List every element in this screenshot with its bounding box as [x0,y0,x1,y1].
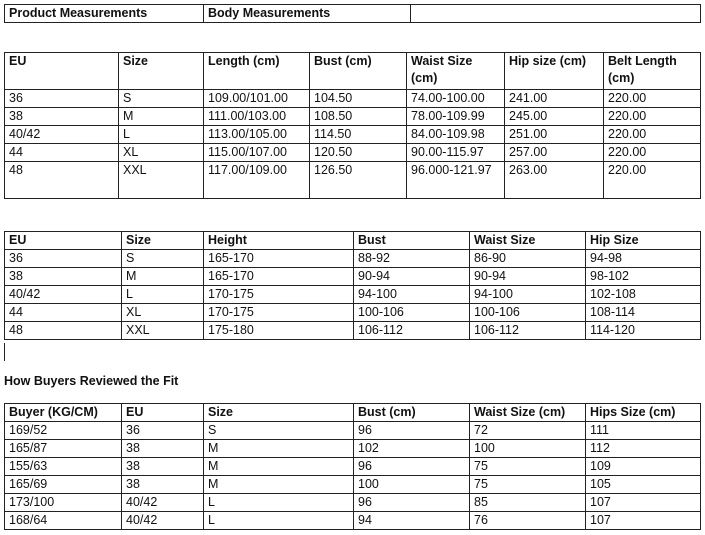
table-cell: 36 [122,422,204,440]
column-header: Size [122,232,204,250]
table-cell: 109 [586,458,701,476]
table-cell: 94 [354,512,470,530]
table-cell: 165/87 [5,440,122,458]
table-cell: M [122,268,204,286]
column-header: Belt Length (cm) [604,53,701,90]
table-cell: S [204,422,354,440]
table-cell: 100-106 [354,304,470,322]
table-row [5,126,701,144]
table-row [5,422,701,440]
table-cell: 245.00 [505,108,604,126]
column-header: Waist Size (cm) [407,53,505,90]
table-cell: 96.000-121.97 [407,162,505,199]
table-cell: 111 [586,422,701,440]
table-cell: 76 [470,512,586,530]
table-cell: 38 [122,458,204,476]
column-header: Waist Size [470,232,586,250]
column-header: Size [119,53,204,90]
table-row [5,250,701,268]
table-cell: 107 [586,494,701,512]
table-cell: 220.00 [604,90,701,108]
table-cell: 38 [5,268,122,286]
table-row [5,494,701,512]
table-cell: 94-100 [470,286,586,304]
column-header: Bust (cm) [310,53,407,90]
table-cell: 98-102 [586,268,701,286]
table-row [5,286,701,304]
table-row [5,304,701,322]
table-cell: M [204,458,354,476]
column-header: Hips Size (cm) [586,404,701,422]
table-cell: L [204,494,354,512]
table-cell: M [204,440,354,458]
table-cell: 94-100 [354,286,470,304]
table-cell: XXL [122,322,204,340]
column-header: Waist Size (cm) [470,404,586,422]
table-cell: 173/100 [5,494,122,512]
table-cell: 165-170 [204,250,354,268]
empty-header-cell [411,5,701,23]
table-cell: 102-108 [586,286,701,304]
table-cell: L [204,512,354,530]
table-cell: 120.50 [310,144,407,162]
table-cell: 94-98 [586,250,701,268]
table-cell: XL [122,304,204,322]
table-cell: 38 [122,476,204,494]
table-cell: 48 [5,162,119,199]
table-row [5,322,701,340]
table-cell: 112 [586,440,701,458]
table-cell: 170-175 [204,304,354,322]
table-cell: 263.00 [505,162,604,199]
table-cell: 88-92 [354,250,470,268]
table-cell: 44 [5,304,122,322]
table-cell: 104.50 [310,90,407,108]
table-cell: S [122,250,204,268]
column-header: Hip Size [586,232,701,250]
column-header: Buyer (KG/CM) [5,404,122,422]
table-cell: S [119,90,204,108]
table-cell: 155/63 [5,458,122,476]
table-cell: 44 [5,144,119,162]
table-row [5,512,701,530]
table-cell: 96 [354,422,470,440]
table-cell: 107 [586,512,701,530]
table-cell: 168/64 [5,512,122,530]
table-cell: 126.50 [310,162,407,199]
product-measurements-label: Product Measurements [5,5,204,23]
table-cell: 96 [354,458,470,476]
reviews-heading: How Buyers Reviewed the Fit [4,374,179,388]
table-row [5,268,701,286]
table-cell: 36 [5,250,122,268]
table-cell: 78.00-109.99 [407,108,505,126]
table-border-stub [4,343,5,361]
table-row [5,476,701,494]
table-cell: 75 [470,458,586,476]
table-cell: 220.00 [604,108,701,126]
table-cell: 40/42 [5,286,122,304]
table-cell: 108.50 [310,108,407,126]
table-cell: 90-94 [470,268,586,286]
table-cell: 220.00 [604,162,701,199]
table-cell: 111.00/103.00 [204,108,310,126]
table-row [5,108,701,126]
table-cell: 114.50 [310,126,407,144]
table-cell: 108-114 [586,304,701,322]
table-cell: 115.00/107.00 [204,144,310,162]
table-cell: 100 [470,440,586,458]
table-cell: 102 [354,440,470,458]
table-cell: 90-94 [354,268,470,286]
section-header-row [5,5,701,23]
table-cell: 48 [5,322,122,340]
table-cell: 100 [354,476,470,494]
table-cell: 109.00/101.00 [204,90,310,108]
column-header: Length (cm) [204,53,310,90]
buyer-reviews-table [4,403,701,530]
column-header: EU [122,404,204,422]
table-cell: 169/52 [5,422,122,440]
table-cell: 90.00-115.97 [407,144,505,162]
table-cell: 165/69 [5,476,122,494]
table-cell: 106-112 [354,322,470,340]
table-cell: 106-112 [470,322,586,340]
column-header: Hip size (cm) [505,53,604,90]
table-cell: 40/42 [5,126,119,144]
section-header-table [4,4,701,23]
table-cell: 175-180 [204,322,354,340]
body-measurements-label: Body Measurements [204,5,411,23]
column-header: EU [5,232,122,250]
table-cell: M [204,476,354,494]
table-row [5,144,701,162]
table-cell: 100-106 [470,304,586,322]
table-cell: 257.00 [505,144,604,162]
table-cell: 165-170 [204,268,354,286]
table-cell: 38 [5,108,119,126]
table-cell: 117.00/109.00 [204,162,310,199]
table-cell: 86-90 [470,250,586,268]
table-row [5,90,701,108]
table-cell: L [119,126,204,144]
table-cell: 36 [5,90,119,108]
table-cell: 170-175 [204,286,354,304]
table-cell: 220.00 [604,144,701,162]
column-header: Bust (cm) [354,404,470,422]
column-header: Size [204,404,354,422]
table-cell: 85 [470,494,586,512]
table-cell: 241.00 [505,90,604,108]
table-cell: 105 [586,476,701,494]
table-row [5,440,701,458]
table-cell: 40/42 [122,494,204,512]
column-header: Bust [354,232,470,250]
table-cell: L [122,286,204,304]
table-cell: XXL [119,162,204,199]
table-cell: 74.00-100.00 [407,90,505,108]
column-header: EU [5,53,119,90]
table-header-row [5,53,701,90]
table-cell: 75 [470,476,586,494]
table-row [5,458,701,476]
table-cell: M [119,108,204,126]
table-cell: 72 [470,422,586,440]
body-measurements-table [4,231,701,340]
column-header: Height [204,232,354,250]
table-cell: 220.00 [604,126,701,144]
table-cell: 251.00 [505,126,604,144]
table-row [5,162,701,199]
table-cell: XL [119,144,204,162]
table-header-row [5,404,701,422]
table-cell: 40/42 [122,512,204,530]
table-cell: 84.00-109.98 [407,126,505,144]
table-cell: 113.00/105.00 [204,126,310,144]
table-cell: 38 [122,440,204,458]
table-cell: 96 [354,494,470,512]
product-measurements-table [4,52,701,199]
table-cell: 114-120 [586,322,701,340]
table-header-row [5,232,701,250]
